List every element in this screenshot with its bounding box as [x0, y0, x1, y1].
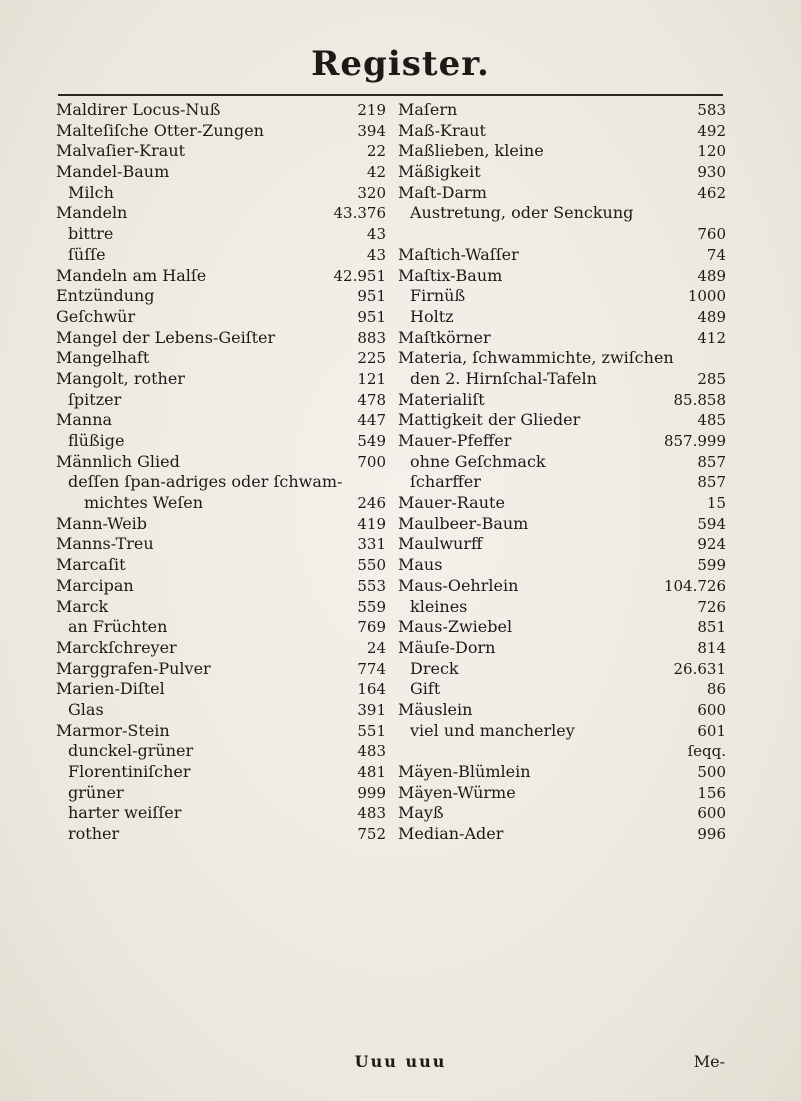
entry-term: Maßlieben, kleine — [398, 141, 544, 161]
entry-page-number: 121 — [357, 369, 386, 388]
entry-page-number: 883 — [357, 328, 386, 347]
page-footer — [0, 1052, 801, 1078]
index-entry — [398, 266, 726, 287]
entry-term: ſpitzer — [68, 389, 122, 409]
entry-term: viel und mancherley — [410, 720, 575, 740]
entry-term: Mauer-Pfeffer — [398, 431, 512, 450]
entry-page-number: 924 — [697, 535, 726, 554]
index-entry — [56, 659, 386, 680]
entry-term: Mandeln am Halſe — [56, 265, 207, 285]
entry-term: Mauer-Raute — [398, 493, 505, 513]
entry-page-number: 86 — [706, 680, 726, 699]
entry-term: Entzündung — [56, 286, 155, 306]
entry-page-number: 74 — [706, 245, 726, 264]
index-entry — [56, 390, 386, 411]
index-entry — [398, 121, 726, 142]
index-entry — [56, 266, 386, 287]
index-entry — [398, 452, 726, 473]
header-rule — [58, 94, 723, 96]
catchword: Me- — [693, 1052, 725, 1071]
index-entry — [398, 472, 726, 493]
entry-page-number: 492 — [697, 121, 726, 140]
entry-term: den 2. Hirnſchal-Tafeln — [410, 368, 597, 388]
entry-page-number: 246 — [357, 494, 386, 513]
index-entry — [398, 700, 726, 721]
entry-page-number: 42.951 — [333, 266, 386, 285]
entry-page-number: 774 — [357, 659, 386, 678]
index-entry — [398, 617, 726, 638]
index-entry — [56, 534, 386, 555]
index-entry — [398, 762, 726, 783]
entry-page-number: 601 — [697, 721, 726, 740]
entry-term: Holtz — [410, 306, 454, 326]
entry-page-number: 43.376 — [333, 204, 386, 223]
entry-page-number: 462 — [697, 183, 726, 202]
entry-term: Mäuſe-Dorn — [398, 637, 496, 657]
index-entry — [56, 555, 386, 576]
entry-page-number: 15 — [706, 494, 726, 513]
entry-page-number: 930 — [697, 163, 726, 182]
entry-page-number: 22 — [366, 142, 386, 161]
entry-term: Marien-Diſtel — [56, 679, 165, 699]
index-entry — [398, 824, 726, 845]
entry-page-number: 156 — [697, 783, 726, 802]
entry-page-number: 447 — [357, 411, 386, 430]
entry-term: grüner — [68, 782, 124, 802]
entry-page-number: 752 — [357, 825, 386, 844]
entry-term: Maus — [398, 555, 443, 575]
entry-page-number: 331 — [357, 535, 386, 554]
entry-page-number: 857 — [697, 452, 726, 471]
entry-page-number: 483 — [357, 742, 386, 761]
index-entry — [56, 348, 386, 369]
entry-page-number: 769 — [357, 618, 386, 637]
index-entry — [56, 328, 386, 349]
entry-page-number: 951 — [357, 307, 386, 326]
index-entry — [398, 576, 726, 597]
entry-term: Maulbeer-Baum — [398, 513, 529, 533]
index-entry — [56, 100, 386, 121]
entry-term: Marcipan — [56, 575, 134, 595]
index-entry — [398, 514, 726, 535]
entry-term: Malteſiſche Otter-Zungen — [56, 120, 264, 140]
index-entry — [56, 721, 386, 742]
entry-page-number: 951 — [357, 287, 386, 306]
index-entry — [398, 493, 726, 514]
entry-page-number: 726 — [697, 597, 726, 616]
index-entry — [398, 141, 726, 162]
entry-page-number: 478 — [357, 390, 386, 409]
entry-page-number: 996 — [697, 825, 726, 844]
entry-term: Materialiſt — [398, 389, 485, 409]
index-entry — [56, 369, 386, 390]
index-entry — [56, 638, 386, 659]
entry-page-number: 999 — [357, 783, 386, 802]
entry-term: Florentiniſcher — [68, 762, 191, 781]
index-entry — [56, 597, 386, 618]
entry-page-number: 43 — [366, 245, 386, 264]
index-entry — [398, 803, 726, 824]
index-entry — [56, 472, 386, 493]
index-entry — [398, 741, 726, 762]
entry-term: Mayß — [398, 803, 444, 823]
entry-term: rother — [68, 824, 120, 844]
index-entry — [398, 162, 726, 183]
entry-page-number: ſeqq. — [687, 742, 726, 761]
entry-term: Marcaſit — [56, 555, 126, 575]
entry-page-number: 559 — [357, 597, 386, 616]
entry-page-number: 85.858 — [673, 390, 726, 409]
entry-page-number: 600 — [697, 700, 726, 719]
index-entry — [56, 452, 386, 473]
entry-page-number: 285 — [697, 369, 726, 388]
entry-term: Maſt-Darm — [398, 182, 487, 202]
entry-page-number: 600 — [697, 804, 726, 823]
entry-term: Marggrafen-Pulver — [56, 658, 211, 678]
entry-page-number: 1000 — [687, 287, 726, 306]
entry-term: Manns-Treu — [56, 534, 154, 554]
entry-term: Maß-Kraut — [398, 120, 486, 140]
index-entry — [56, 762, 386, 783]
entry-page-number: 551 — [357, 721, 386, 740]
entry-term: Mäuslein — [398, 699, 473, 719]
entry-page-number: 814 — [697, 638, 726, 657]
index-entry — [398, 286, 726, 307]
entry-term: Marmor-Stein — [56, 720, 170, 740]
entry-page-number: 553 — [357, 576, 386, 595]
index-entry — [398, 410, 726, 431]
entry-page-number: 120 — [697, 142, 726, 161]
entry-page-number: 225 — [357, 349, 386, 368]
entry-term: Mattigkeit der Glieder — [398, 410, 581, 430]
index-entry — [56, 307, 386, 328]
entry-page-number: 599 — [697, 556, 726, 575]
entry-term: Marckſchreyer — [56, 637, 177, 657]
entry-page-number: 489 — [697, 266, 726, 285]
entry-term: Mandeln — [56, 203, 128, 223]
entry-page-number: 419 — [357, 514, 386, 533]
index-entry — [56, 183, 386, 204]
index-entry — [56, 700, 386, 721]
index-entry — [56, 431, 386, 452]
index-entry — [398, 307, 726, 328]
index-column-right — [398, 100, 726, 845]
entry-page-number: 164 — [357, 680, 386, 699]
index-entry — [56, 576, 386, 597]
index-entry — [398, 203, 726, 224]
entry-page-number: 857 — [697, 473, 726, 492]
index-entry — [56, 410, 386, 431]
index-entry — [56, 803, 386, 824]
entry-term: Mäyen-Würme — [398, 782, 516, 802]
entry-term: Mäßigkeit — [398, 162, 481, 182]
index-entry — [56, 286, 386, 307]
entry-term: ſcharffer — [410, 472, 481, 492]
entry-page-number: 320 — [357, 183, 386, 202]
index-entry — [398, 369, 726, 390]
entry-page-number: 219 — [357, 101, 386, 119]
index-entry — [56, 741, 386, 762]
entry-term: Manna — [56, 410, 113, 430]
entry-page-number: 700 — [357, 452, 386, 471]
entry-term: Maſtkörner — [398, 327, 491, 347]
index-entry — [398, 245, 726, 266]
index-entry — [398, 783, 726, 804]
entry-page-number: 583 — [697, 101, 726, 119]
index-entry — [56, 617, 386, 638]
entry-term: Maus-Zwiebel — [398, 617, 513, 637]
entry-page-number: 42 — [366, 163, 386, 182]
index-entry — [398, 679, 726, 700]
entry-term: dunckel-grüner — [68, 741, 194, 761]
entry-page-number: 549 — [357, 432, 386, 450]
index-entry — [398, 348, 726, 369]
entry-term: Maſtix-Baum — [398, 265, 503, 285]
entry-term: Maus-Oehrlein — [398, 575, 519, 595]
entry-term: harter weiſſer — [68, 803, 182, 823]
signature-mark: Uuu uuu — [354, 1052, 447, 1071]
index-entry — [56, 224, 386, 245]
entry-page-number: 594 — [697, 514, 726, 533]
index-entry — [56, 493, 386, 514]
index-entry — [56, 514, 386, 535]
entry-term: Austretung, oder Senckung — [410, 203, 634, 223]
index-entry — [398, 431, 726, 452]
index-column-left — [56, 100, 386, 845]
index-entry — [56, 203, 386, 224]
index-entry — [398, 638, 726, 659]
entry-term: ohne Geſchmack — [410, 451, 546, 471]
entry-page-number: 391 — [357, 700, 386, 719]
index-entry — [56, 679, 386, 700]
entry-term: Milch — [68, 182, 114, 202]
entry-page-number: 760 — [697, 225, 726, 244]
entry-page-number: 483 — [357, 804, 386, 823]
index-entry — [56, 121, 386, 142]
entry-page-number: 485 — [697, 411, 726, 430]
entry-term: Mangelhaft — [56, 348, 150, 368]
entry-term: Mangolt, rother — [56, 368, 185, 388]
entry-term: Median-Ader — [398, 824, 504, 844]
index-entry — [56, 783, 386, 804]
entry-term: bittre — [68, 224, 114, 244]
entry-page-number: 550 — [357, 556, 386, 575]
entry-term: an Früchten — [68, 617, 168, 637]
entry-page-number: 412 — [697, 328, 726, 347]
entry-term: ſüſſe — [68, 244, 106, 264]
entry-term: kleines — [410, 596, 468, 616]
entry-page-number: 104.726 — [663, 576, 726, 595]
entry-page-number: 500 — [697, 763, 726, 781]
entry-term: Glas — [68, 699, 104, 719]
entry-term: Mäyen-Blümlein — [398, 762, 531, 781]
entry-term: Mandel-Baum — [56, 162, 170, 182]
entry-term: michtes Weſen — [84, 493, 204, 513]
entry-term: Maſtich-Waſſer — [398, 244, 519, 264]
entry-page-number: 851 — [697, 618, 726, 637]
entry-term: Gift — [410, 679, 441, 699]
entry-term: Männlich Glied — [56, 451, 180, 471]
index-entry — [398, 597, 726, 618]
entry-term: Firnüß — [410, 286, 466, 306]
entry-page-number: 857.999 — [663, 432, 726, 450]
entry-page-number: 43 — [366, 225, 386, 244]
entry-page-number: 26.631 — [673, 659, 726, 678]
entry-term: deſſen ſpan-adriges oder ſchwam- — [68, 472, 343, 492]
entry-term: Materia, ſchwammichte, zwiſchen — [398, 348, 674, 368]
page-title: Register. — [311, 44, 490, 84]
entry-term: Geſchwür — [56, 306, 136, 326]
entry-term: Mann-Weib — [56, 513, 148, 533]
entry-term: flüßige — [68, 431, 125, 450]
entry-term: Mangel der Lebens-Geiſter — [56, 327, 276, 347]
index-entry — [56, 162, 386, 183]
entry-term: Marck — [56, 596, 109, 616]
index-entry — [56, 141, 386, 162]
entry-page-number: 394 — [357, 121, 386, 140]
entry-page-number: 24 — [366, 638, 386, 657]
entry-term: Maldirer Locus-Nuß — [56, 100, 221, 119]
entry-term: Maſern — [398, 100, 458, 119]
index-entry — [56, 824, 386, 845]
index-entry — [398, 224, 726, 245]
index-entry — [398, 534, 726, 555]
entry-term: Maulwurff — [398, 534, 483, 554]
entry-term: Dreck — [410, 658, 459, 678]
index-entry — [398, 390, 726, 411]
entry-term: Malvaſier-Kraut — [56, 141, 186, 161]
index-entry — [56, 245, 386, 266]
index-entry — [398, 659, 726, 680]
index-entry — [398, 183, 726, 204]
index-entry — [398, 721, 726, 742]
entry-page-number: 489 — [697, 307, 726, 326]
index-entry — [398, 328, 726, 349]
index-entry — [398, 555, 726, 576]
entry-page-number: 481 — [357, 763, 386, 781]
index-entry — [398, 100, 726, 121]
